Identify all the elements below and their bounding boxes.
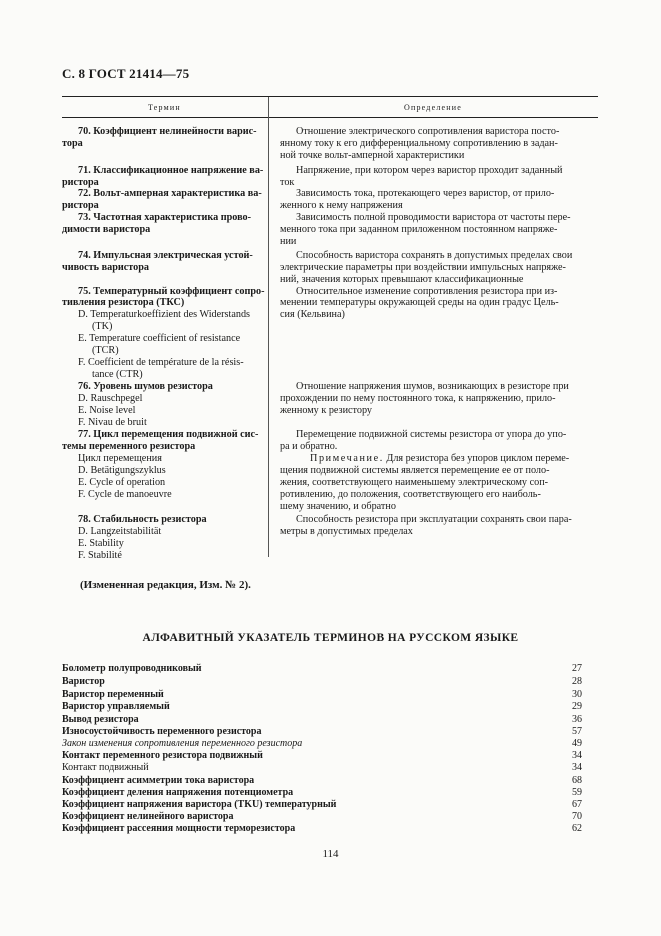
def-70-line2: янному току к его дифференциальному сопротивлению в задан- (280, 138, 558, 149)
table-top-rule (62, 96, 598, 97)
index-row (62, 750, 582, 762)
index-number: 59 (572, 787, 582, 798)
index-number: 68 (572, 775, 582, 786)
index-row (62, 799, 582, 811)
def-77-note-line3: жения, соответствующего наименьшему электрическому соп- (280, 477, 549, 488)
note-text: Для резистора без упоров циклом переме- (383, 453, 570, 464)
def-77-note-line2: щения подвижной системы является перемещение ее от поло- (280, 465, 550, 476)
def-77-note-line1 (310, 453, 569, 465)
term-77-synonym: Цикл перемещения (78, 453, 162, 464)
index-term: Варистор (62, 676, 105, 687)
term-70-line1: 70. Коэффициент нелинейности варис- (78, 126, 257, 137)
index-number: 67 (572, 799, 582, 810)
index-row (62, 676, 582, 688)
def-75-line1: Относительное изменение сопротивления резистора при из- (296, 286, 558, 297)
index-term: Коэффициент напряжения варистора (TKU) температурный (62, 799, 337, 810)
term-76-line1: 76. Уровень шумов резистора (78, 381, 213, 392)
index-number: 36 (572, 714, 582, 725)
index-number: 57 (572, 726, 582, 737)
index-term: Износоустойчивость переменного резистора (62, 726, 262, 737)
index-row (62, 714, 582, 726)
column-divider (268, 97, 269, 557)
index-number: 34 (572, 750, 582, 761)
index-number: 62 (572, 823, 582, 834)
def-77-note-line4: ротивлению, до положения, соответствующего его наиболь- (280, 489, 541, 500)
term-75-en: E. Temperature coefficient of resistance (78, 333, 241, 344)
index-number: 27 (572, 663, 582, 674)
column-header-definition: Определение (404, 103, 462, 112)
def-77-line2: ра и обратно. (280, 441, 338, 452)
term-77-de: D. Betätigungszyklus (78, 465, 166, 476)
def-70-line1: Отношение электрического сопротивления варистора посто- (296, 126, 560, 137)
note-label: Примечание. (310, 453, 384, 464)
term-77-line2: темы переменного резистора (62, 441, 196, 452)
def-71-line2: ток (280, 177, 295, 188)
page-header: С. 8 ГОСТ 21414—75 (62, 66, 190, 81)
index-term: Варистор управляемый (62, 701, 170, 712)
def-70-line3: ной точке вольт-амперной характеристики (280, 150, 465, 161)
def-76-line3: женному к резистору (280, 405, 373, 416)
index-row (62, 775, 582, 787)
term-70-line2: тора (62, 138, 83, 149)
index-row (62, 811, 582, 823)
index-term: Болометр полупроводниковый (62, 663, 202, 674)
term-78-line1: 78. Стабильность резистора (78, 514, 207, 525)
def-74-line3: ний, значения которых превышают классификационные (280, 274, 524, 285)
term-74-line1: 74. Импульсная электрическая устой- (78, 250, 253, 261)
index-term: Контакт подвижный (62, 762, 149, 773)
index-term: Коэффициент асимметрии тока варистора (62, 775, 255, 786)
def-77-line1: Перемещение подвижной системы резистора от упора до упо- (296, 429, 567, 440)
index-term: Коэффициент рассеяния мощности терморезистора (62, 823, 296, 834)
index-number: 29 (572, 701, 582, 712)
index-number: 30 (572, 689, 582, 700)
def-74-line2: электрические параметры при воздействии импульсных напряже- (280, 262, 566, 273)
index-row (62, 701, 582, 713)
index-term: Коэффициент деления напряжения потенциометра (62, 787, 294, 798)
term-76-de: D. Rauschpegel (78, 393, 143, 404)
def-78-line1: Способность резистора при эксплуатации сохранять свои пара- (296, 514, 572, 525)
term-75-en-cont: (TCR) (92, 345, 119, 356)
index-number: 28 (572, 676, 582, 687)
index-row (62, 663, 582, 675)
def-77-note-line5: шему значению, и обратно (280, 501, 396, 512)
term-71-line1: 71. Классификационное напряжение ва- (78, 165, 264, 176)
index-row (62, 689, 582, 701)
term-78-fr: F. Stabilité (78, 550, 122, 561)
index-number: 49 (572, 738, 582, 749)
term-76-en: E. Noise level (78, 405, 136, 416)
def-73-line3: нии (280, 236, 297, 247)
index-term: Закон изменения сопротивления переменного резистора (62, 738, 303, 749)
index-number: 34 (572, 762, 582, 773)
index-row (62, 738, 582, 750)
def-76-line2: прохождении по нему постоянного тока, к напряжению, прило- (280, 393, 556, 404)
column-header-term: Термин (148, 103, 181, 112)
def-73-line2: менного тока при заданном приложенном постоянном напряже- (280, 224, 558, 235)
term-71-line2: ристора (62, 177, 99, 188)
term-78-en: E. Stability (78, 538, 124, 549)
index-term: Контакт переменного резистора подвижный (62, 750, 263, 761)
def-72-line1: Зависимость тока, протекающего через варистор, от прило- (296, 188, 555, 199)
def-76-line1: Отношение напряжения шумов, возникающих в резисторе при (296, 381, 569, 392)
index-row (62, 823, 582, 835)
term-72-line2: ристора (62, 200, 99, 211)
term-77-line1: 77. Цикл перемещения подвижной сис- (78, 429, 259, 440)
term-77-fr: F. Cycle de manoeuvre (78, 489, 172, 500)
term-74-line2: чивость варистора (62, 262, 149, 273)
term-78-de: D. Langzeitstabilität (78, 526, 162, 537)
def-78-line2: метры в допустимых пределах (280, 526, 413, 537)
def-71-line1: Напряжение, при котором через варистор проходит заданный (296, 165, 563, 176)
index-title: АЛФАВИТНЫЙ УКАЗАТЕЛЬ ТЕРМИНОВ НА РУССКОМ ЯЗЫКЕ (142, 632, 519, 644)
def-75-line2: менении температуры окружающей среды на один градус Цель- (280, 297, 559, 308)
page-number: 114 (322, 848, 339, 860)
term-75-fr: F. Coefficient de température de la résis- (78, 357, 244, 368)
term-77-en: E. Cycle of operation (78, 477, 166, 488)
def-73-line1: Зависимость полной проводимости варистора от частоты пере- (296, 212, 571, 223)
index-row (62, 762, 582, 774)
term-75-line2: тивления резистора (ТКС) (62, 297, 185, 308)
term-75-line1: 75. Температурный коэффициент сопро- (78, 286, 265, 297)
term-76-fr: F. Nivau de bruit (78, 417, 147, 428)
term-73-line1: 73. Частотная характеристика прово- (78, 212, 252, 223)
term-75-fr-cont: tance (CTR) (92, 369, 143, 380)
index-term: Коэффициент нелинейного варистора (62, 811, 234, 822)
term-75-de-cont: (TK) (92, 321, 113, 332)
def-75-line3: сия (Кельвина) (280, 309, 345, 320)
index-term: Варистор переменный (62, 689, 164, 700)
def-72-line2: женного к нему напряжения (280, 200, 403, 211)
index-number: 70 (572, 811, 582, 822)
table-header-rule (62, 117, 598, 118)
term-72-line1: 72. Вольт-амперная характеристика ва- (78, 188, 262, 199)
def-74-line1: Способность варистора сохранять в допустимых пределах свои (296, 250, 573, 261)
index-term: Вывод резистора (62, 714, 139, 725)
index-row (62, 726, 582, 738)
index-row (62, 787, 582, 799)
term-73-line2: димости варистора (62, 224, 151, 235)
amendment-note: (Измененная редакция, Изм. № 2). (80, 579, 251, 591)
term-75-de: D. Temperaturkoeffizient des Widerstands (78, 309, 251, 320)
